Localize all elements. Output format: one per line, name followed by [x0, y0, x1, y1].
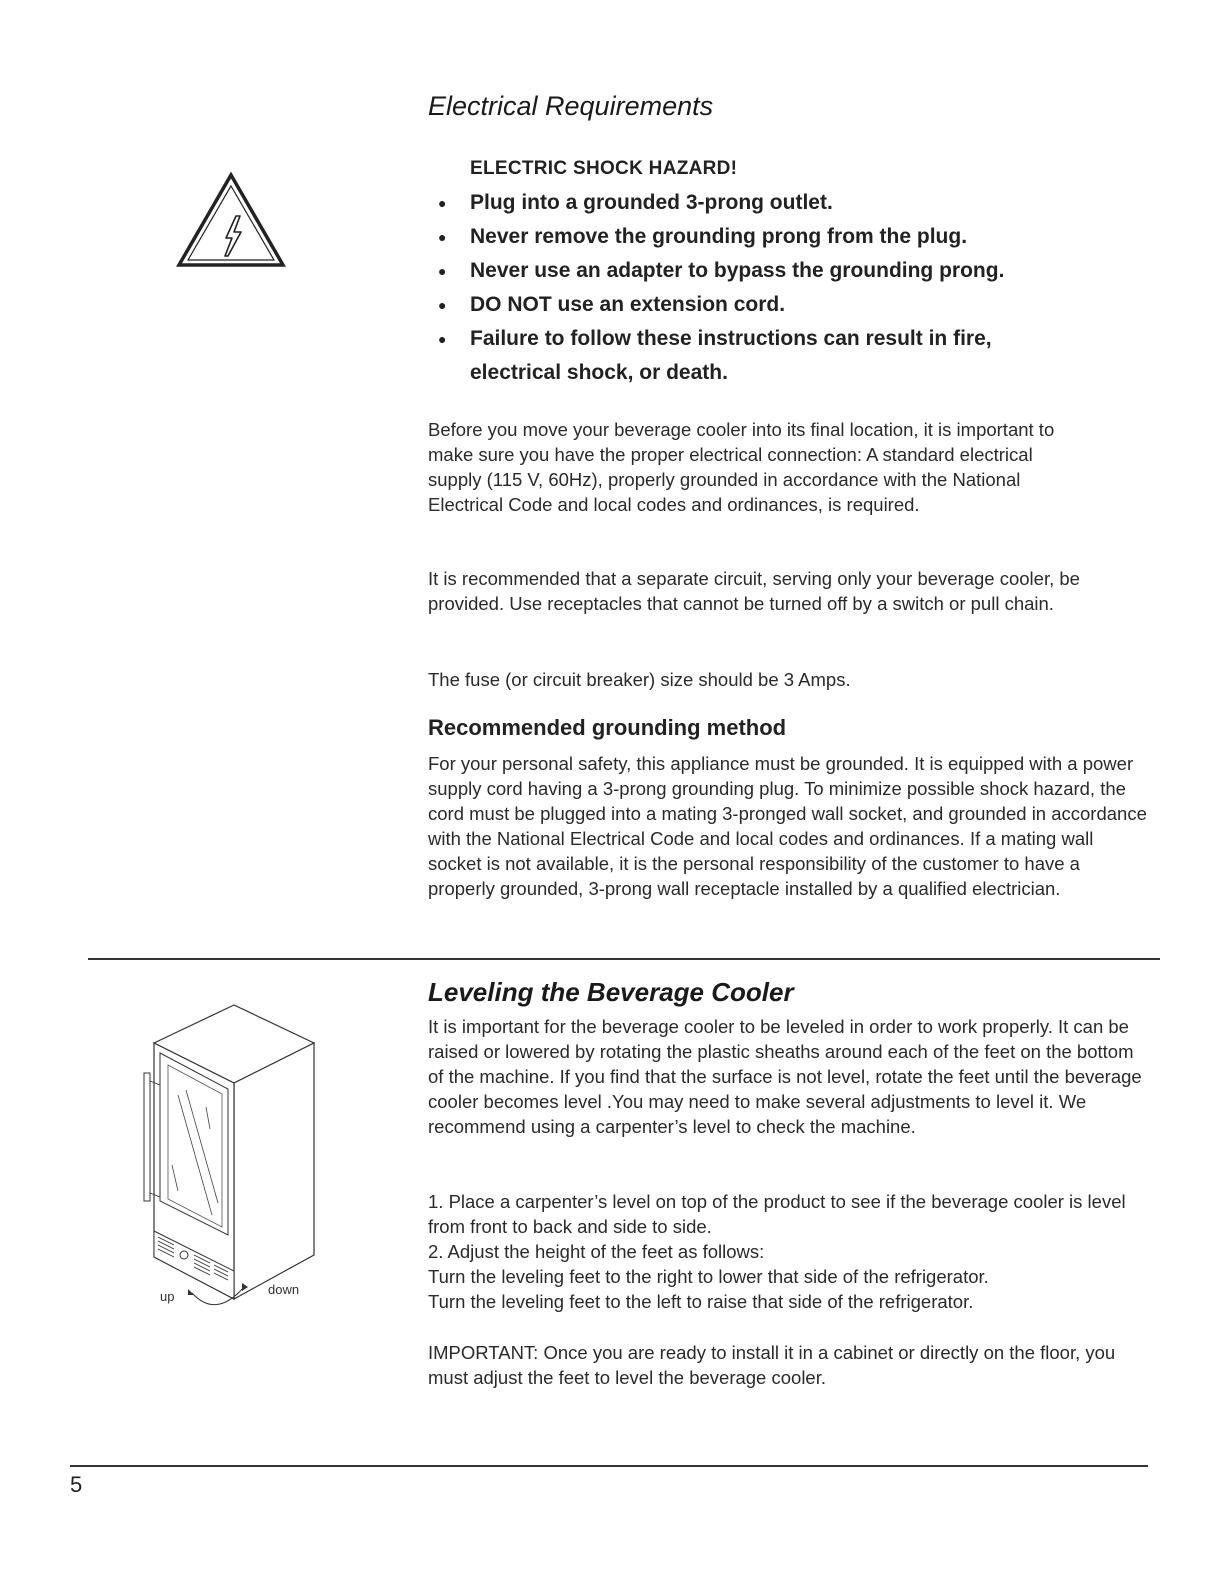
warning-item: ● DO NOT use an extension cord.: [434, 288, 1084, 322]
electrical-paragraph-1: Before you move your beverage cooler into its final location, it is important to make sure you have the proper electrical connection: A standard electrical supply (115 V, 60Hz), properly grounded in accordance with the National Electrical Code and local codes and ordinances, is required.: [428, 419, 1055, 515]
hazard-title: ELECTRIC SHOCK HAZARD!: [470, 158, 738, 179]
bullet-icon: ●: [438, 331, 447, 347]
bullet-icon: ●: [438, 263, 447, 279]
grounding-section-title: Recommended grounding method: [428, 715, 787, 740]
electrical-section-title: Electrical Requirements: [428, 91, 714, 121]
leveling-section-title: Leveling the Beverage Cooler: [428, 977, 794, 1007]
leveling-important: IMPORTANT: Once you are ready to install it in a cabinet or directly on the floor, you must adjust the feet to level the beverage cooler.: [428, 1342, 1116, 1388]
warning-list: [434, 186, 1084, 390]
warning-item: ● Never remove the grounding prong from the plug.: [434, 220, 1084, 254]
page-number: 5: [70, 1472, 83, 1497]
leveling-steps: [428, 1189, 1148, 1314]
warning-item: ● Failure to follow these instructions can result in fire, electrical shock, or death.: [434, 322, 1084, 390]
leveling-step: 2. Adjust the height of the feet as follows:: [428, 1241, 765, 1262]
grounding-paragraph: For your personal safety, this appliance must be grounded. It is equipped with a power supply cord having a 3-prong grounding plug. To minimize possible shock hazard, the cord must be plugged into a mating 3-pronged wall socket, and grounded in accordance with the National Electrical Code and local codes and ordinances. If a mating wall socket is not available, it is the personal responsibility of the customer to have a properly grounded, 3-prong wall receptacle installed by a qualified electrician.: [428, 753, 1147, 899]
footer-divider: [70, 1465, 1148, 1467]
bullet-icon: ●: [438, 229, 447, 245]
section-divider: [88, 958, 1160, 960]
bullet-icon: ●: [438, 297, 447, 313]
electric-hazard-triangle-icon: [176, 172, 286, 268]
leveling-step: 1. Place a carpenter’s level on top of the product to see if the beverage cooler is level from front to back and side to side.: [428, 1191, 1126, 1237]
leveling-step: Turn the leveling feet to the left to raise that side of the refrigerator.: [428, 1291, 974, 1312]
diagram-label-up: up: [160, 1289, 175, 1304]
diagram-label-down: down: [268, 1282, 300, 1297]
leveling-intro: It is important for the beverage cooler to be leveled in order to work properly. It can be raised or lowered by rotating the plastic sheaths around each of the feet on the bottom of the machine. If you find that the surface is not level, rotate the feet until the beverage cooler becomes level .You may need to make several adjustments to level it. We recommend using a carpenter’s level to check the machine.: [428, 1016, 1142, 1137]
bullet-icon: ●: [438, 195, 447, 211]
electrical-paragraph-3: The fuse (or circuit breaker) size should be 3 Amps.: [428, 669, 851, 690]
beverage-cooler-diagram: [130, 995, 330, 1315]
warning-item: ● Never use an adapter to bypass the grounding prong.: [434, 254, 1084, 288]
leveling-step: Turn the leveling feet to the right to lower that side of the refrigerator.: [428, 1266, 989, 1287]
electrical-paragraph-2: It is recommended that a separate circuit, serving only your beverage cooler, be provided. Use receptacles that cannot be turned off by a switch or pull chain.: [428, 568, 1080, 614]
warning-item: ● Plug into a grounded 3-prong outlet.: [434, 186, 1084, 220]
